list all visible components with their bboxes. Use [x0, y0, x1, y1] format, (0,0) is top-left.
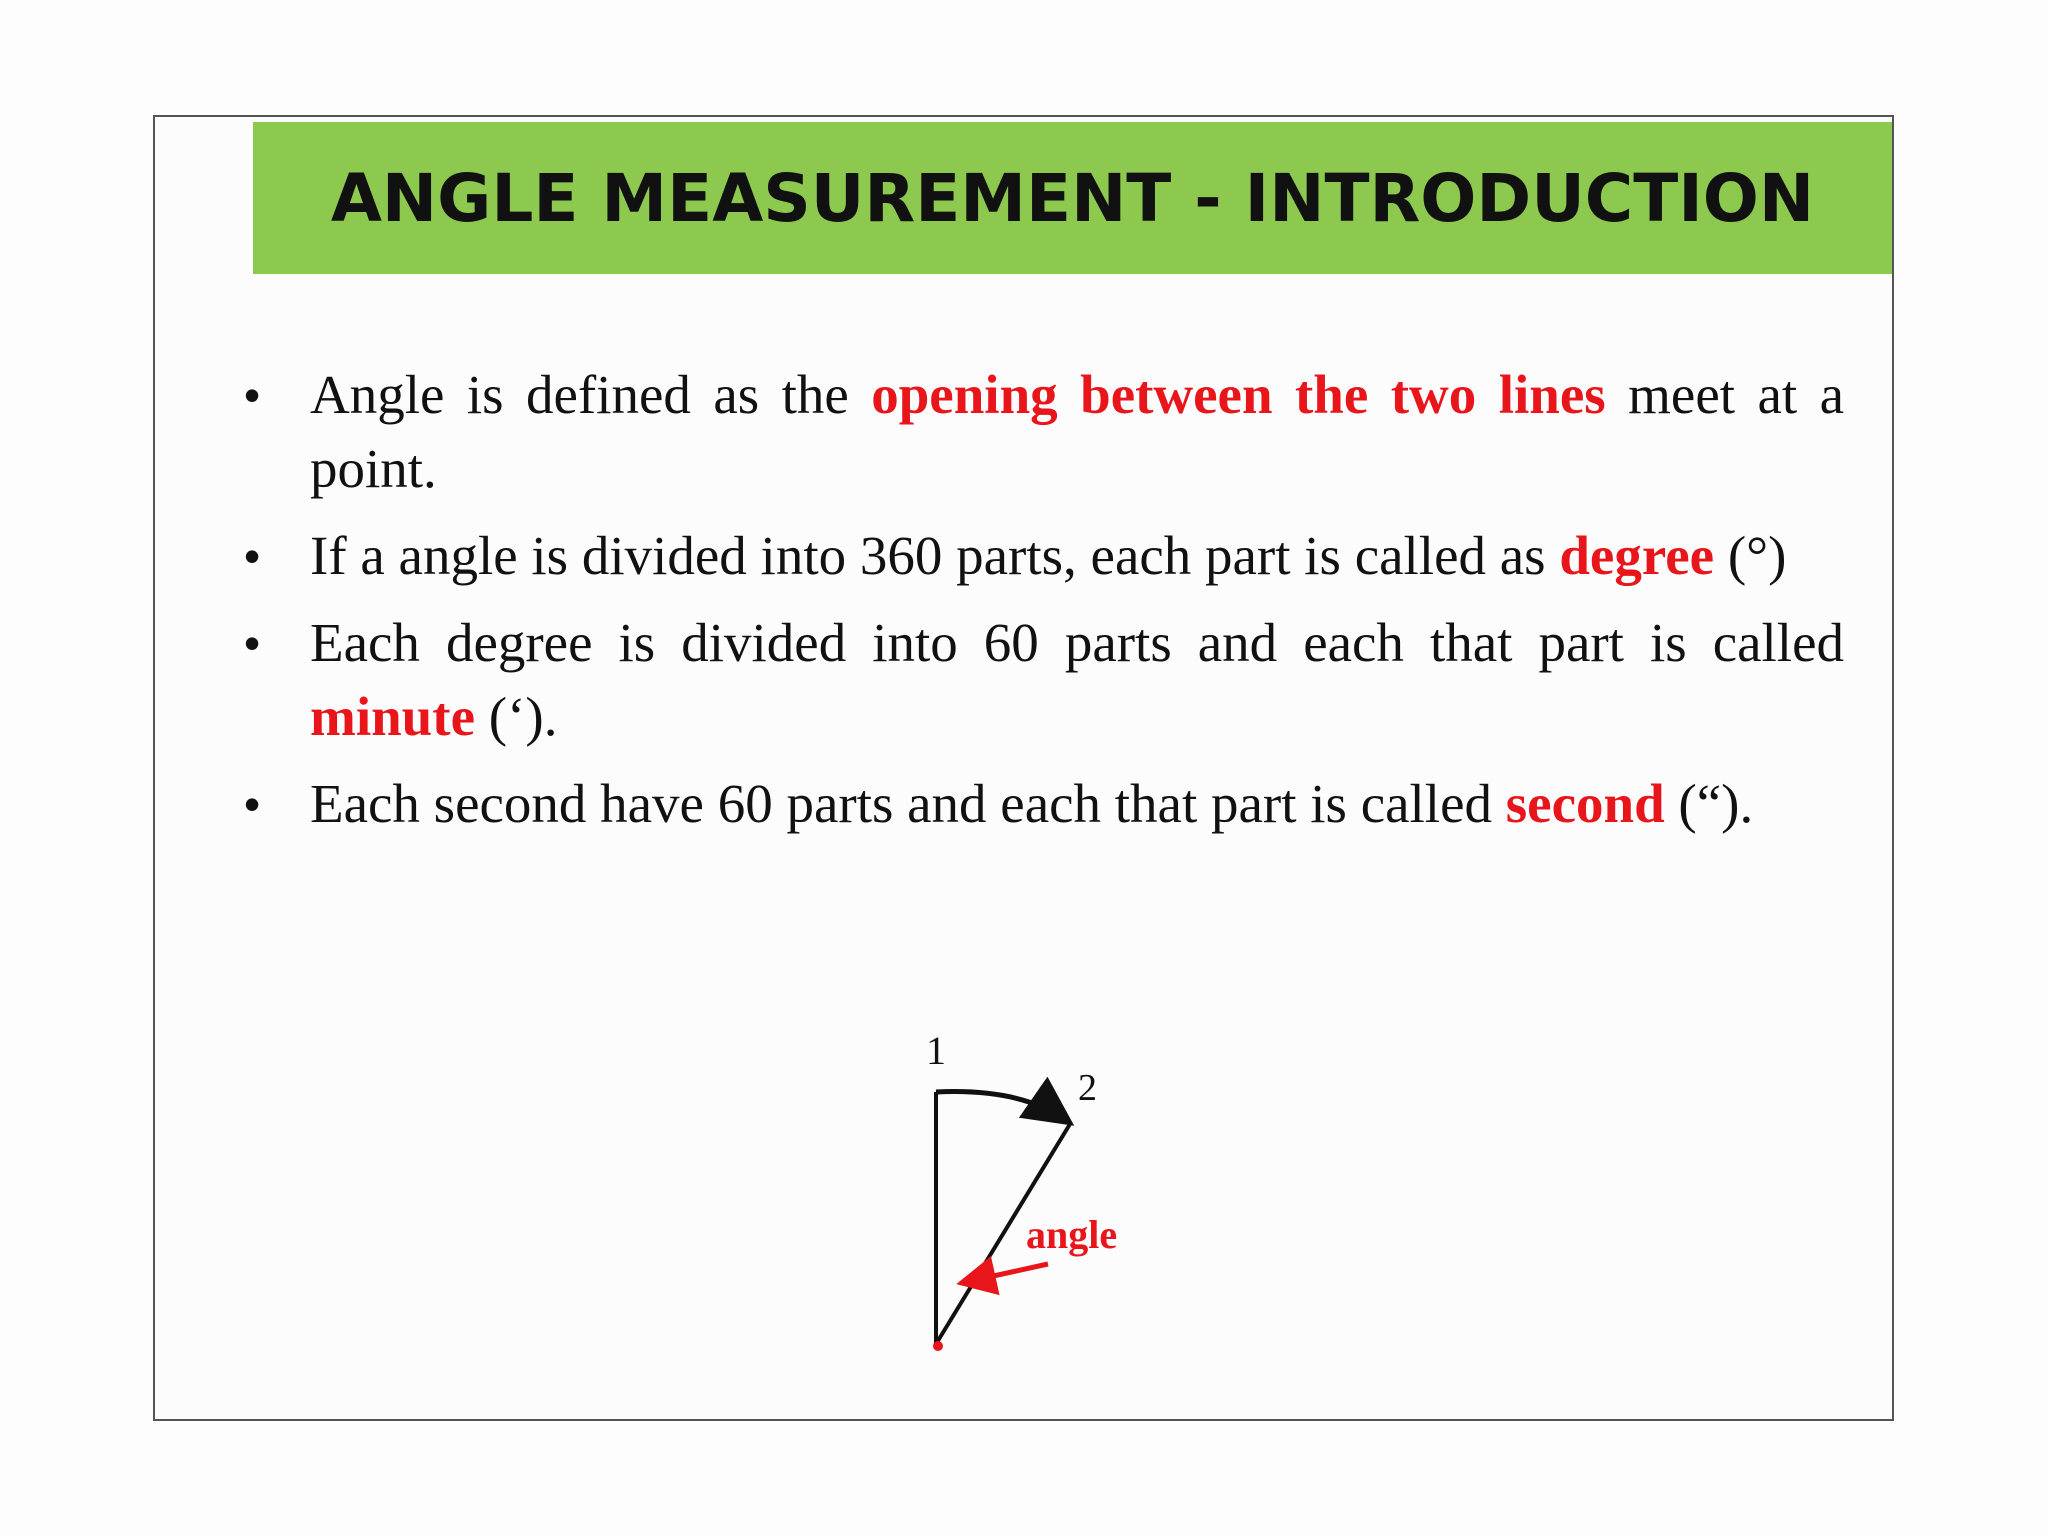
bullet-text-before: Each degree is divided into 60 parts and each that part is called: [310, 612, 1844, 673]
bullet-item-degree: [240, 519, 1844, 593]
bullet-item-angle-definition: [240, 358, 1844, 506]
bullet-text-before: Angle is defined as the: [310, 364, 872, 425]
angle-diagram: [900, 1020, 1160, 1380]
bullet-dot-icon: •: [244, 617, 261, 669]
bullet-list: [240, 358, 1844, 854]
label-line-2: 2: [1078, 1067, 1097, 1109]
bullet-dot-icon: •: [244, 778, 261, 830]
bullet-highlight: minute: [310, 686, 475, 747]
bullet-dot-icon: •: [244, 369, 261, 421]
rotation-arc-arrow: [936, 1092, 1066, 1120]
angle-label: angle: [1026, 1212, 1118, 1257]
bullet-text-before: If a angle is divided into 360 parts, each part is called as: [310, 525, 1560, 586]
bullet-item-minute: [240, 606, 1844, 754]
bullet-highlight: second: [1505, 773, 1665, 834]
bullet-dot-icon: •: [244, 530, 261, 582]
label-line-1: 1: [926, 1028, 946, 1073]
bullet-item-second: [240, 767, 1844, 841]
bullet-highlight: degree: [1559, 525, 1715, 586]
vertex-point: [933, 1341, 943, 1351]
bullet-text-after: meet at a point.: [310, 364, 1844, 499]
bullet-text-after: (“).: [1664, 773, 1754, 834]
bullet-highlight: opening between the two lines: [871, 364, 1606, 425]
bullet-text-before: Each second have 60 parts and each that part is called: [310, 773, 1506, 834]
title-bar: [253, 122, 1892, 274]
bullet-text-after: (°): [1714, 525, 1787, 586]
slide-title: ANGLE MEASUREMENT - INTRODUCTION: [330, 159, 1815, 237]
bullet-text-after: (‘).: [475, 686, 558, 747]
